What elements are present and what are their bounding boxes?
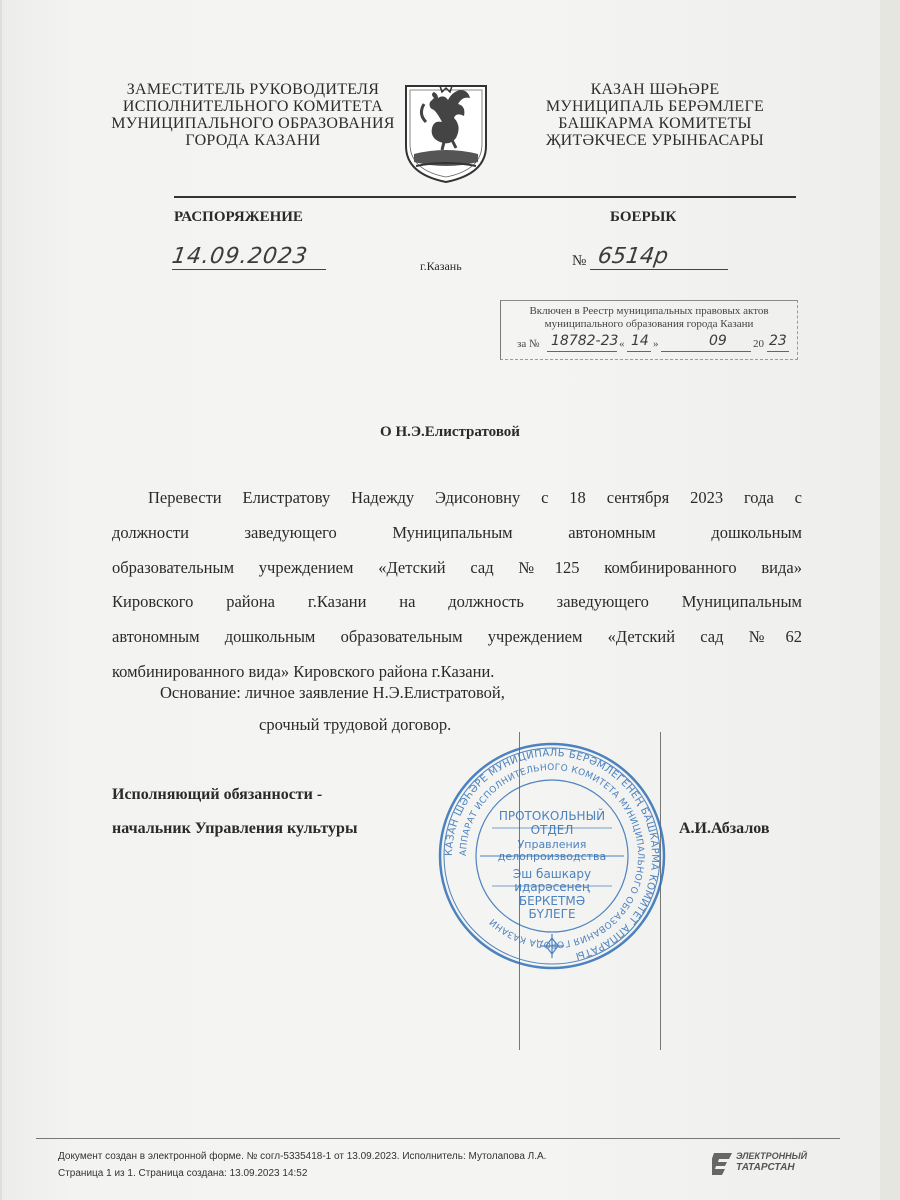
basis-line2: срочный трудовой договор. [259,715,452,734]
stamp-outer-text: КАЗАН ШӘҺӘРЕ МУНИЦИПАЛЬ БЕРӘМЛЕГЕНЕҢ БАШКАРМА КОМИТЕТ АППАРАТЫ [443,747,661,962]
signer-title-line1: Исполняющий обязанности - [112,786,323,803]
registry-line2: муниципального образования города Казани [544,318,754,330]
registry-year-suffix: 23 [769,333,787,349]
header-ru-line: ГОРОДА КАЗАНИ [185,132,321,149]
city: г.Казань [420,259,462,273]
signer-name: А.И.Абзалов [679,820,770,837]
body-line: автономным дошкольным образовательным учреждением «Детский сад №62 [112,627,802,647]
registry-open-quote: « [619,338,625,350]
registry-month-underline [661,351,751,352]
paper-edge [0,0,2,1200]
header-tt-line: МУНИЦИПАЛЬ БЕРӘМЛЕГЕ [545,98,765,115]
stamp-center-line: БЕРКЕТМӘ [518,894,586,908]
footer-divider [36,1138,840,1139]
registry-close-quote: » [653,338,659,350]
registry-day: 14 [631,333,649,349]
body-line: Кировского района г.Казани на должность заведующего Муниципальным [112,592,802,612]
round-official-stamp [436,740,668,972]
registry-year-underline [767,351,789,352]
registry-line1: Включен в Реестр муниципальных правовых актов [529,305,769,317]
header-russian [88,81,418,149]
registry-stamp [500,300,798,360]
subject-line: О Н.Э.Елистратовой [380,424,520,440]
body-line: комбинированного вида» Кировского района г.Казани. [112,661,495,681]
order-body [112,481,802,690]
stamp-star-icon [540,934,564,958]
kazan-coat-of-arms-emblem [404,84,488,184]
doc-type-tt: БОЕРЫК [610,209,677,225]
date-underline [172,269,326,270]
header-tt-line: КАЗАН ШӘҺӘРЕ [590,81,720,98]
number-underline [590,269,728,270]
registry-number: 18782-23 [551,333,619,349]
body-line: должности заведующего Муниципальным автономным дошкольным [112,522,802,542]
basis-line1: Основание: личное заявление Н.Э.Елистратовой, [160,683,505,702]
stamp-center-line: делопроизводства [497,850,607,863]
stamp-center-line: Управления [517,838,587,851]
doc-type-ru: РАСПОРЯЖЕНИЕ [174,209,303,225]
registry-month: 09 [709,333,727,349]
signer-title-line2: начальник Управления культуры [112,820,358,837]
stamp-center-line: идарәсенең [514,880,590,894]
header-ru-line: ИСПОЛНИТЕЛЬНОГО КОМИТЕТА [122,98,384,115]
logo-text-line1: ЭЛЕКТРОННЫЙ [736,1151,808,1161]
registry-year-prefix: 20 [753,338,764,350]
header-ru-line: ЗАМЕСТИТЕЛЬ РУКОВОДИТЕЛЯ [126,81,380,98]
body-line: Перевести Елистратову Надежду Эдисоновну с 18 сентября 2023 года с [148,488,802,507]
body-line: образовательным учреждением «Детский сад №125 комбинированного вида» [112,557,802,577]
header-tt-line: БАШКАРМА КОМИТЕТЫ [558,115,752,132]
registry-day-underline [627,351,651,352]
header-ru-line: МУНИЦИПАЛЬНОГО ОБРАЗОВАНИЯ [111,115,395,132]
footer-line2: Страница 1 из 1. Страница создана: 13.09.2023 14:52 [58,1168,308,1179]
registry-number-underline [547,351,617,352]
footer-line1: Документ создан в электронной форме. № согл-5335418-1 от 13.09.2023. Исполнитель: Мутолапова Л.А. [58,1151,547,1162]
handwritten-number: 6514р [596,244,670,269]
header-divider [174,196,796,198]
stamp-center-line: ПРОТОКОЛЬНЫЙ [498,809,606,823]
registry-prefix: за № [517,338,540,350]
handwritten-date: 14.09.2023 [170,244,310,269]
stamp-inner-text: АППАРАТ ИСПОЛНИТЕЛЬНОГО КОМИТЕТА МУНИЦИПАЛЬНОГО ОБРАЗОВАНИЯ ГОРОДА КАЗАНИ [458,762,646,950]
stamp-center-line: ОТДЕЛ [530,823,574,837]
logo-text-line2: ТАТАРСТАН [736,1162,795,1173]
number-label: № [572,253,587,269]
stamp-center-line: Эш башкару [512,867,592,881]
stamp-center-line: БҮЛЕГЕ [528,907,576,921]
header-tt-line: ҖИТӘКЧЕСЕ УРЫНБАСАРЫ [545,132,765,149]
header-tatar [520,81,790,149]
